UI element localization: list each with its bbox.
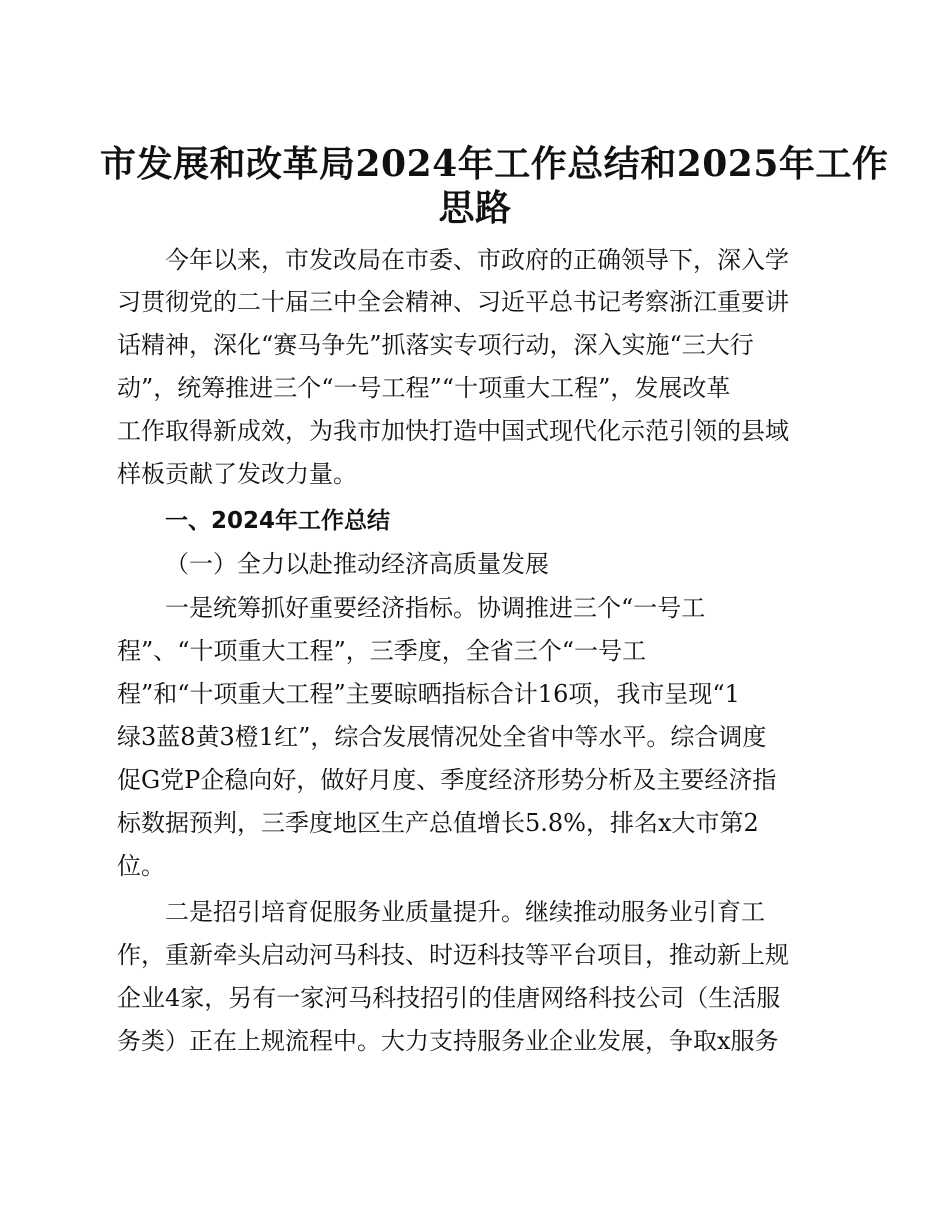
- document-title-line-2: 思路: [438, 187, 512, 229]
- paragraph-line: 标数据预判，三季度地区生产总值增长5.8%，排名x大市第2: [117, 809, 759, 837]
- paragraph-line: 企业4家，另有一家河马科技招引的佳唐网络科技公司（生活服: [117, 984, 781, 1012]
- document-title-line-1: 市发展和改革局2024年工作总结和2025年工作: [100, 143, 889, 185]
- paragraph-line: 二是招引培育促服务业质量提升。继续推动服务业引育工: [165, 898, 765, 926]
- paragraph-line: 一是统筹抓好重要经济指标。协调推进三个“一号工: [165, 594, 706, 622]
- paragraph-line: 动”，统筹推进三个“一号工程”“十项重大工程”，发展改革: [117, 374, 731, 402]
- paragraph-line: 务类）正在上规流程中。大力支持服务业企业发展，争取x服务: [117, 1027, 779, 1055]
- paragraph-line: 程”和“十项重大工程”主要晾晒指标合计16项，我市呈现“1: [117, 680, 740, 708]
- paragraph-line: 绿3蓝8黄3橙1红”，综合发展情况处全省中等水平。综合调度: [117, 723, 767, 751]
- paragraph-line: 习贯彻党的二十届三中全会精神、习近平总书记考察浙江重要讲: [117, 288, 789, 316]
- paragraph-line: 位。: [117, 852, 165, 880]
- paragraph-line: 样板贡献了发改力量。: [117, 460, 357, 488]
- paragraph-line: 工作取得新成效，为我市加快打造中国式现代化示范引领的县域: [117, 417, 789, 445]
- paragraph-line: 今年以来，市发改局在市委、市政府的正确领导下，深入学: [165, 246, 789, 274]
- paragraph-line: 促G党P企稳向好，做好月度、季度经济形势分析及主要经济指: [117, 766, 777, 794]
- section-heading: 一、2024年工作总结: [165, 508, 391, 534]
- paragraph-line: 话精神，深化“赛马争先”抓落实专项行动，深入实施“三大行: [117, 331, 754, 359]
- paragraph-line: 程”、“十项重大工程”，三季度，全省三个“一号工: [117, 637, 647, 665]
- subsection-heading: （一）全力以赴推动经济高质量发展: [165, 550, 549, 578]
- paragraph-line: 作，重新牵头启动河马科技、时迈科技等平台项目，推动新上规: [117, 941, 789, 969]
